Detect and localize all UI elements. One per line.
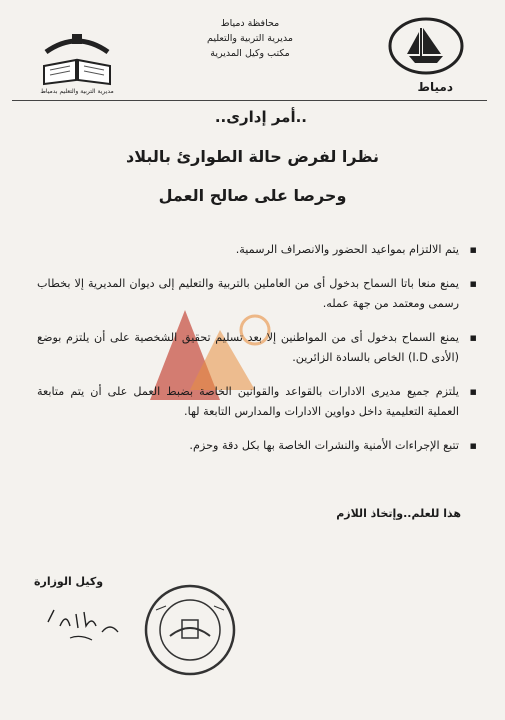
heading-emergency: نظرا لفرض حالة الطوارئ بالبلاد bbox=[126, 147, 379, 166]
issuer-header bbox=[175, 16, 325, 61]
left-logo-caption: مديرية التربية والتعليم بدمياط bbox=[40, 88, 114, 95]
directive-item: ▪ يمنع السماح بدخول أى من المواطنين إلا بعد تسليم تحقيق الشخصية على أن يلتزم بوضع (الأدى I.D) الخاص بالسادة الزائرين. bbox=[37, 328, 477, 368]
directive-item: ▪ يتم الالتزام بمواعيد الحضور والانصراف الرسمية. bbox=[37, 240, 477, 260]
memo-title: ..أمر إدارى.. bbox=[214, 108, 307, 126]
closing-statement: هذا للعلم..وإتخاذ اللازم bbox=[336, 507, 461, 520]
education-book-logo bbox=[36, 28, 118, 96]
heading-work-interest: وحرصا على صالح العمل bbox=[158, 186, 347, 205]
directive-item: ▪ يمنع منعا باتا السماح بدخول أى من العاملين بالتربية والتعليم إلى ديوان المديرية إلا بخطاب رسمى ومعتمد من جهة عمله. bbox=[37, 274, 477, 314]
handwritten-signature bbox=[40, 592, 135, 644]
directorate-line: مديرية التربية والتعليم bbox=[207, 33, 293, 44]
damietta-sailboat-logo bbox=[387, 16, 465, 88]
directive-item: ▪ يلتزم جميع مديرى الادارات بالقواعد والقوانين الخاصة بضبط العمل على أن يتم متابعة العملية التعليمية داخل دواوين الادارات والمدارس التابعة لها. bbox=[37, 382, 477, 422]
directives-list bbox=[37, 240, 477, 470]
office-line: مكتب وكيل المديرية bbox=[210, 48, 290, 59]
right-logo-text: دمياط bbox=[417, 80, 453, 94]
official-stamp bbox=[140, 580, 240, 680]
signature-title: وكيل الوزارة bbox=[34, 575, 104, 588]
governorate-line: محافظة دمياط bbox=[220, 18, 280, 29]
directive-item: ▪ تتبع الإجراءات الأمنية والنشرات الخاصة بها بكل دقة وحزم. bbox=[37, 436, 477, 456]
header-divider bbox=[12, 100, 487, 101]
